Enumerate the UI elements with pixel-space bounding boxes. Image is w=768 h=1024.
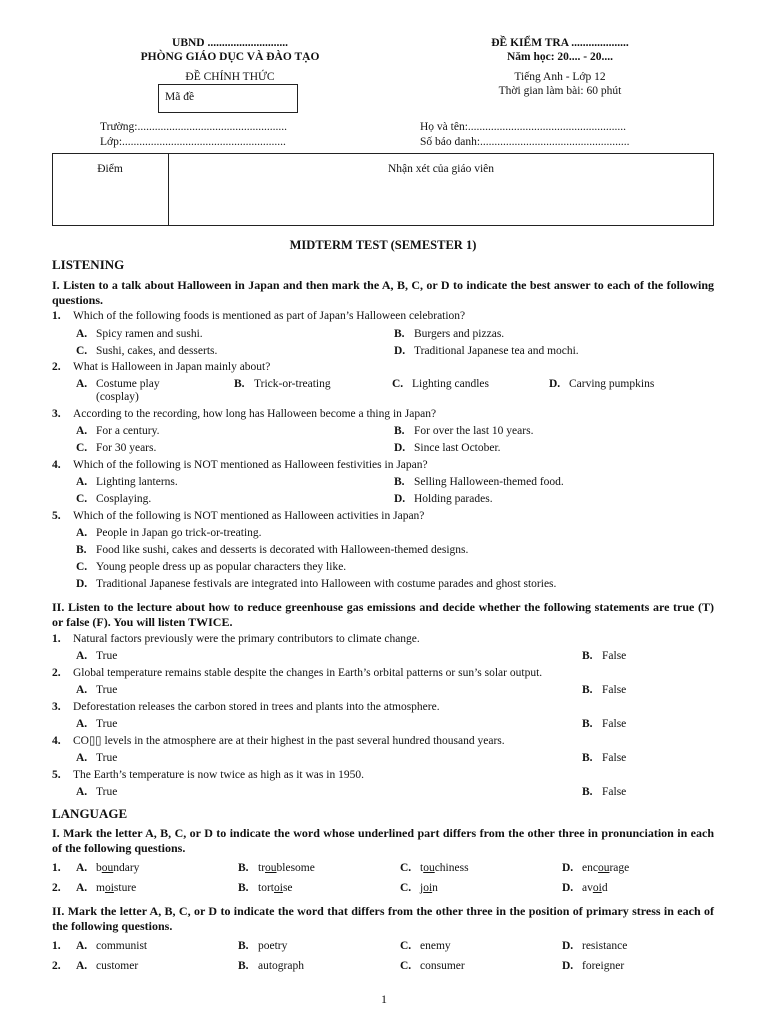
- option-false[interactable]: [582, 751, 626, 765]
- word-part: ndary: [113, 862, 140, 874]
- underlined-part: oi: [273, 882, 283, 894]
- option-c[interactable]: [400, 959, 465, 973]
- option-c[interactable]: [76, 441, 156, 455]
- underlined-part: ou: [265, 862, 277, 874]
- option-b[interactable]: [76, 543, 468, 557]
- option-b[interactable]: [394, 327, 504, 341]
- option-letter: B.: [238, 862, 249, 874]
- option-letter: C.: [400, 960, 412, 972]
- option-letter: A.: [76, 476, 88, 488]
- option-a[interactable]: [76, 424, 159, 438]
- option-text: Costume play: [96, 378, 160, 390]
- underlined-part: oi: [104, 882, 114, 894]
- exam-code-label: Mã đề: [165, 91, 195, 103]
- option-letter: C.: [400, 882, 412, 894]
- underlined-part: oi: [423, 882, 433, 894]
- question-number: 4.: [52, 459, 61, 471]
- option-false[interactable]: [582, 717, 626, 731]
- option-letter: D.: [562, 862, 574, 874]
- option-true[interactable]: [76, 649, 117, 663]
- option-a[interactable]: [76, 939, 147, 953]
- word-part: tr: [258, 862, 266, 874]
- question-number: 5.: [52, 769, 61, 781]
- option-text: False: [602, 786, 627, 798]
- option-b[interactable]: [238, 939, 287, 953]
- word-part: se: [282, 882, 293, 894]
- option-letter: A.: [76, 882, 88, 894]
- word-part: t: [420, 862, 424, 874]
- underlined-part: ou: [423, 862, 435, 874]
- teacher-comment-header: Nhận xét của giáo viên: [387, 163, 494, 175]
- option-text: False: [602, 650, 627, 662]
- option-letter: B.: [582, 718, 593, 730]
- option-text: For over the last 10 years.: [414, 425, 534, 437]
- statement-text: CO▯▯ levels in the atmosphere are at their highest in the past several hundred thousand years.: [73, 735, 505, 747]
- option-d[interactable]: [394, 492, 493, 506]
- statement-text: Global temperature remains stable despite the changes in Earth’s orbital patterns or sun’s solar output.: [73, 667, 543, 679]
- word-part: d: [601, 882, 608, 894]
- option-true[interactable]: [76, 683, 117, 697]
- question-number: 1.: [52, 862, 61, 874]
- option-text: True: [96, 684, 118, 696]
- option-d[interactable]: [562, 939, 627, 953]
- option-d[interactable]: [394, 344, 579, 358]
- option-d[interactable]: [394, 441, 501, 455]
- word-part: j: [420, 882, 424, 894]
- option-letter: D.: [562, 960, 574, 972]
- option-letter: D.: [394, 345, 406, 357]
- option-true[interactable]: [76, 785, 117, 799]
- option-letter: B.: [76, 544, 87, 556]
- option-letter: D.: [76, 578, 88, 590]
- option-d[interactable]: [562, 959, 624, 973]
- option-letter: A.: [76, 527, 88, 539]
- word-part: m: [96, 882, 105, 894]
- option-letter: C.: [76, 493, 88, 505]
- listening-part1-instruction: I. Listen to a talk about Halloween in Japan and then mark the A, B, C, or D to indicate the best answer to each of the following questions.: [52, 278, 714, 307]
- option-letter: A.: [76, 425, 88, 437]
- option-text: customer: [96, 960, 139, 972]
- option-letter: A.: [76, 960, 88, 972]
- language-part2-instruction: II. Mark the letter A, B, C, or D to indicate the word that differs from the other three in the position of primary stress in each of the following questions.: [52, 904, 714, 933]
- question-number: 2.: [52, 882, 61, 894]
- option-c[interactable]: [392, 377, 489, 391]
- option-a[interactable]: [76, 959, 138, 973]
- option-text: Traditional Japanese festivals are integrated into Halloween with costume parades and ghost stories.: [96, 578, 557, 590]
- listening-heading: LISTENING: [52, 257, 125, 272]
- option-letter: D.: [562, 882, 574, 894]
- statement-text: Natural factors previously were the primary contributors to climate change.: [73, 633, 420, 645]
- word-part: av: [582, 882, 593, 894]
- option-a[interactable]: [76, 881, 136, 895]
- underlined-part: ou: [101, 862, 114, 874]
- option-text: True: [96, 786, 118, 798]
- header-ubnd: UBND ............................: [172, 37, 288, 49]
- option-letter: B.: [582, 650, 593, 662]
- option-text: Spicy ramen and sushi.: [96, 328, 203, 340]
- option-a[interactable]: [76, 327, 203, 341]
- question-number: 3.: [52, 701, 61, 713]
- option-text: Traditional Japanese tea and mochi.: [414, 345, 579, 357]
- option-letter: A.: [76, 786, 88, 798]
- option-text: Carving pumpkins: [569, 378, 655, 390]
- question-number: 1.: [52, 633, 61, 645]
- option-letter: B.: [394, 328, 405, 340]
- question-number: 2.: [52, 667, 61, 679]
- option-letter: B.: [394, 425, 405, 437]
- option-letter: B.: [394, 476, 405, 488]
- option-text: resistance: [582, 940, 628, 952]
- listening-part2-instruction: II. Listen to the lecture about how to reduce greenhouse gas emissions and decide whether the following statements are true (T) or false (F). You will listen TWICE.: [52, 600, 714, 629]
- option-b[interactable]: [238, 959, 304, 973]
- option-b[interactable]: [238, 881, 293, 895]
- question-text: Which of the following is NOT mentioned as Halloween festivities in Japan?: [73, 459, 428, 471]
- option-letter: C.: [76, 442, 88, 454]
- option-letter: A.: [76, 328, 88, 340]
- exam-code-box: [158, 84, 298, 113]
- statement-text: The Earth’s temperature is now twice as high as it was in 1950.: [73, 769, 364, 781]
- question-number: 1.: [52, 310, 61, 322]
- option-letter: D.: [549, 378, 561, 390]
- option-text: poetry: [258, 940, 288, 952]
- header-duration: Thời gian làm bài: 60 phút: [498, 85, 622, 97]
- option-false[interactable]: [582, 785, 626, 799]
- option-letter: C.: [76, 561, 88, 573]
- option-text: True: [96, 752, 118, 764]
- word-part: enc: [582, 862, 598, 874]
- word-part: sture: [113, 882, 137, 894]
- option-letter: A.: [76, 862, 88, 874]
- word-part: tort: [258, 882, 274, 894]
- word-part: n: [432, 882, 438, 894]
- question-number: 2.: [52, 361, 61, 373]
- option-letter: B.: [582, 752, 593, 764]
- option-text: communist: [96, 940, 148, 952]
- header-official: ĐỀ CHÍNH THỨC: [185, 71, 275, 83]
- option-text: True: [96, 718, 118, 730]
- option-c[interactable]: [400, 939, 451, 953]
- option-text: People in Japan go trick-or-treating.: [96, 527, 262, 539]
- question-text: Which of the following is NOT mentioned as Halloween activities in Japan?: [73, 510, 425, 522]
- option-b[interactable]: [394, 424, 533, 438]
- option-text: Sushi, cakes, and desserts.: [96, 345, 218, 357]
- page-number: 1: [381, 992, 387, 1006]
- option-b[interactable]: [394, 475, 564, 489]
- option-false[interactable]: [582, 649, 626, 663]
- option-text: For 30 years.: [96, 442, 157, 454]
- school-field: Trường:....................................................: [100, 121, 287, 133]
- option-text: Young people dress up as popular characters they like.: [96, 561, 347, 573]
- option-text: Trick-or-treating: [254, 378, 331, 390]
- header-department: PHÒNG GIÁO DỤC VÀ ĐÀO TẠO: [140, 51, 320, 63]
- option-letter: A.: [76, 650, 88, 662]
- option-text: Holding parades.: [414, 493, 493, 505]
- question-number: 1.: [52, 940, 61, 952]
- question-text: According to the recording, how long has Halloween become a thing in Japan?: [73, 408, 437, 420]
- question-number: 4.: [52, 735, 61, 747]
- class-field: Lớp:.........................................................: [100, 136, 286, 148]
- option-text: consumer: [420, 960, 465, 972]
- name-field: Họ và tên:.......................................................: [420, 121, 627, 133]
- option-d[interactable]: [562, 861, 629, 875]
- option-b[interactable]: [234, 377, 331, 391]
- option-c[interactable]: [400, 881, 438, 895]
- option-b[interactable]: [238, 861, 315, 875]
- option-a[interactable]: [76, 475, 178, 489]
- option-letter: A.: [76, 718, 88, 730]
- option-text: Food like sushi, cakes and desserts is decorated with Halloween-themed designs.: [96, 544, 469, 556]
- language-heading: LANGUAGE: [52, 806, 128, 821]
- statement-text: Deforestation releases the carbon stored in trees and plants into the atmosphere.: [73, 701, 440, 713]
- option-a[interactable]: [76, 861, 139, 875]
- option-d[interactable]: [76, 577, 556, 591]
- option-text: Lighting candles: [412, 378, 489, 390]
- option-d[interactable]: [562, 881, 608, 895]
- question-text: What is Halloween in Japan mainly about?: [73, 361, 271, 373]
- header-school-year: Năm học: 20.... - 20....: [506, 51, 614, 63]
- option-letter: D.: [394, 493, 406, 505]
- option-c[interactable]: [400, 861, 469, 875]
- question-number: 5.: [52, 510, 61, 522]
- word-part: chiness: [434, 862, 469, 874]
- option-c[interactable]: [76, 560, 346, 574]
- option-letter: A.: [76, 940, 88, 952]
- option-text: foreigner: [582, 960, 625, 972]
- option-text: Burgers and pizzas.: [414, 328, 505, 340]
- score-header: Điểm: [97, 163, 123, 175]
- option-letter: B.: [234, 378, 245, 390]
- option-letter: A.: [76, 752, 88, 764]
- option-letter: C.: [400, 940, 412, 952]
- header-subject: Tiếng Anh - Lớp 12: [514, 71, 606, 83]
- option-text: Cosplaying.: [96, 493, 152, 505]
- option-d[interactable]: [549, 377, 654, 391]
- header-test-title: ĐỀ KIỂM TRA ....................: [491, 37, 629, 49]
- option-true[interactable]: [76, 717, 117, 731]
- option-a-continued: (cosplay): [96, 391, 139, 403]
- option-letter: C.: [400, 862, 412, 874]
- language-part1-instruction: I. Mark the letter A, B, C, or D to indicate the word whose underlined part differs from the other three in pronunciation in each of the following questions.: [52, 826, 714, 855]
- option-letter: B.: [582, 684, 593, 696]
- question-number: 3.: [52, 408, 61, 420]
- question-number: 2.: [52, 960, 61, 972]
- option-c[interactable]: [76, 492, 151, 506]
- test-title: MIDTERM TEST (SEMESTER 1): [289, 238, 477, 252]
- option-c[interactable]: [76, 344, 217, 358]
- option-letter: D.: [394, 442, 406, 454]
- question-text: Which of the following foods is mentioned as part of Japan’s Halloween celebration?: [73, 310, 466, 322]
- option-false[interactable]: [582, 683, 626, 697]
- underlined-part: ou: [597, 862, 610, 874]
- word-part: blesome: [276, 862, 315, 874]
- option-text: False: [602, 718, 627, 730]
- option-letter: B.: [238, 960, 249, 972]
- option-letter: C.: [76, 345, 88, 357]
- option-letter: B.: [582, 786, 593, 798]
- word-part: b: [96, 862, 102, 874]
- option-letter: A.: [76, 684, 88, 696]
- option-text: enemy: [420, 940, 451, 952]
- option-text: autograph: [258, 960, 304, 972]
- option-text: Lighting lanterns.: [96, 476, 178, 488]
- option-true[interactable]: [76, 751, 117, 765]
- candidate-number-field: Số báo danh:....................................................: [420, 136, 630, 148]
- option-letter: C.: [392, 378, 404, 390]
- option-text: True: [96, 650, 118, 662]
- option-letter: B.: [238, 940, 249, 952]
- option-text: Selling Halloween-themed food.: [414, 476, 564, 488]
- option-text: Since last October.: [414, 442, 501, 454]
- option-text: False: [602, 752, 627, 764]
- option-text: For a century.: [96, 425, 160, 437]
- underlined-part: oi: [592, 882, 602, 894]
- option-letter: A.: [76, 378, 88, 390]
- option-a[interactable]: [76, 526, 262, 540]
- word-part: rage: [609, 862, 630, 874]
- option-text: False: [602, 684, 627, 696]
- option-letter: B.: [238, 882, 249, 894]
- option-letter: D.: [562, 940, 574, 952]
